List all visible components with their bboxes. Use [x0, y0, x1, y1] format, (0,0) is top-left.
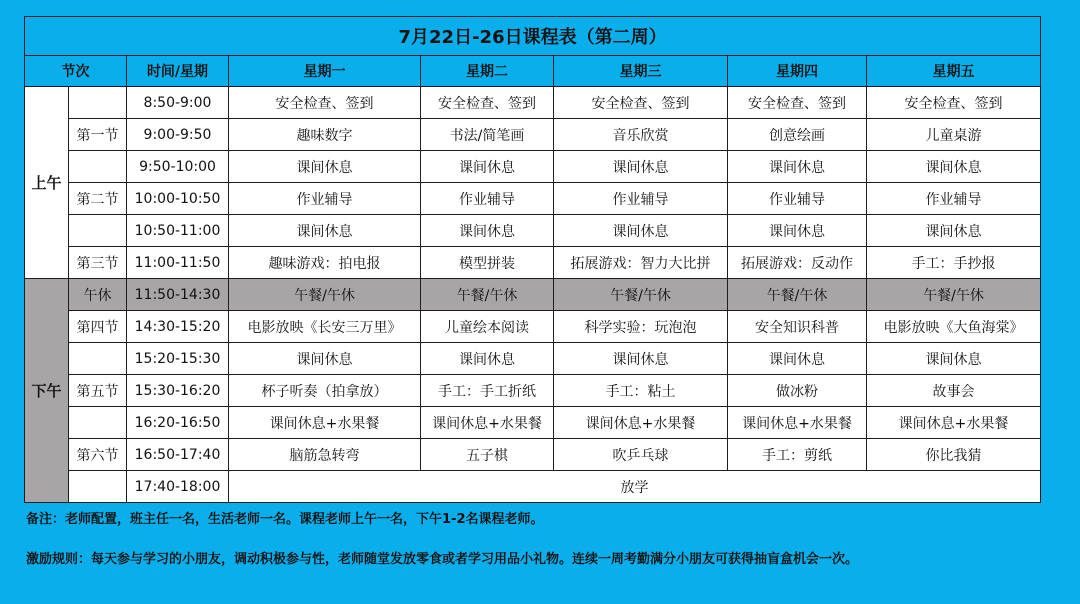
schedule-row: [25, 407, 1041, 439]
schedule-row: [25, 183, 1041, 215]
activity-cell-tue: 午餐/午休: [421, 279, 554, 311]
schedule-row: [25, 375, 1041, 407]
activity-cell-wed: 课间休息: [554, 343, 728, 375]
time-cell: 15:20-15:30: [127, 343, 229, 375]
activity-cell-mon: 课间休息: [229, 343, 421, 375]
activity-cell-thu: 创意绘画: [728, 119, 867, 151]
time-cell: 9:00-9:50: [127, 119, 229, 151]
time-cell: 10:00-10:50: [127, 183, 229, 215]
activity-cell-thu: 作业辅导: [728, 183, 867, 215]
activity-cell-mon: 电影放映《长安三万里》: [229, 311, 421, 343]
schedule-row: [25, 471, 1041, 503]
note-reward: 激励规则：每天参与学习的小朋友，调动积极参与性，老师随堂发放零食或者学习用品小礼物。连续一周考勤满分小朋友可获得抽盲盒机会一次。: [26, 552, 859, 567]
activity-cell-mon: 趣味数字: [229, 119, 421, 151]
period-cell: [69, 87, 127, 119]
page-title: 7月22日-26日课程表（第二周）: [25, 17, 1041, 56]
activity-cell-mon: 安全检查、签到: [229, 87, 421, 119]
title-row: [25, 17, 1041, 56]
period-cell: 第六节: [69, 439, 127, 471]
period-cell: 第三节: [69, 247, 127, 279]
half-label-afternoon: 下午: [25, 279, 69, 503]
activity-cell-wed: 课间休息+水果餐: [554, 407, 728, 439]
activity-cell-tue: 儿童绘本阅读: [421, 311, 554, 343]
activity-cell-wed: 课间休息: [554, 215, 728, 247]
activity-cell-mon: 脑筋急转弯: [229, 439, 421, 471]
activity-cell-fri: 作业辅导: [867, 183, 1041, 215]
schedule-row: [25, 311, 1041, 343]
activity-cell-fri: 课间休息: [867, 215, 1041, 247]
activity-cell-fri: 课间休息+水果餐: [867, 407, 1041, 439]
activity-cell-fri: 课间休息: [867, 343, 1041, 375]
activity-cell-fri: 你比我猜: [867, 439, 1041, 471]
time-cell: 14:30-15:20: [127, 311, 229, 343]
period-cell: [69, 471, 127, 503]
activity-cell-tue: 课间休息: [421, 215, 554, 247]
time-cell: 10:50-11:00: [127, 215, 229, 247]
activity-cell-wed: 吹乒乓球: [554, 439, 728, 471]
activity-cell-wed: 手工：粘土: [554, 375, 728, 407]
activity-cell-tue: 手工：手工折纸: [421, 375, 554, 407]
activity-cell-thu: 课间休息+水果餐: [728, 407, 867, 439]
activity-cell-mon: 趣味游戏：拍电报: [229, 247, 421, 279]
period-cell: 第四节: [69, 311, 127, 343]
schedule-row: [25, 343, 1041, 375]
schedule-row: [25, 439, 1041, 471]
activity-cell-tue: 模型拼装: [421, 247, 554, 279]
activity-cell-tue: 五子棋: [421, 439, 554, 471]
activity-cell-thu: 安全知识科普: [728, 311, 867, 343]
period-cell: [69, 215, 127, 247]
activity-cell-thu: 拓展游戏：反动作: [728, 247, 867, 279]
header-day-mon: 星期一: [229, 56, 421, 87]
activity-cell-wed: 安全检查、签到: [554, 87, 728, 119]
activity-cell-tue: 课间休息+水果餐: [421, 407, 554, 439]
period-cell: 第一节: [69, 119, 127, 151]
activity-cell-wed: 拓展游戏：智力大比拼: [554, 247, 728, 279]
schedule-row: [25, 247, 1041, 279]
header-day-tue: 星期二: [421, 56, 554, 87]
period-cell: 第五节: [69, 375, 127, 407]
activity-cell-fri: 课间休息: [867, 151, 1041, 183]
time-cell: 11:50-14:30: [127, 279, 229, 311]
activity-cell-mon: 午餐/午休: [229, 279, 421, 311]
activity-cell-wed: 作业辅导: [554, 183, 728, 215]
note-staff: 备注：老师配置，班主任一名，生活老师一名。课程老师上午一名，下午1-2名课程老师。: [26, 512, 544, 527]
header-day-fri: 星期五: [867, 56, 1041, 87]
activity-cell-fri: 午餐/午休: [867, 279, 1041, 311]
activity-cell-fri: 手工：手抄报: [867, 247, 1041, 279]
activity-cell-wed: 科学实验：玩泡泡: [554, 311, 728, 343]
activity-cell-mon: 课间休息: [229, 215, 421, 247]
activity-cell-fri: 电影放映《大鱼海棠》: [867, 311, 1041, 343]
activity-cell-thu: 做冰粉: [728, 375, 867, 407]
activity-cell-mon: 课间休息+水果餐: [229, 407, 421, 439]
activity-cell-thu: 手工：剪纸: [728, 439, 867, 471]
schedule-row: [25, 151, 1041, 183]
half-label-morning: 上午: [25, 87, 69, 279]
activity-cell-tue: 书法/简笔画: [421, 119, 554, 151]
activity-cell-mon: 杯子听奏（拍拿放）: [229, 375, 421, 407]
activity-cell-wed: 课间休息: [554, 151, 728, 183]
activity-cell-fri: 安全检查、签到: [867, 87, 1041, 119]
time-cell: 9:50-10:00: [127, 151, 229, 183]
activity-cell-mon: 作业辅导: [229, 183, 421, 215]
period-cell: [69, 407, 127, 439]
activity-cell-tue: 课间休息: [421, 343, 554, 375]
time-cell: 11:00-11:50: [127, 247, 229, 279]
activity-cell-mon: 课间休息: [229, 151, 421, 183]
period-cell: [69, 343, 127, 375]
period-cell: 第二节: [69, 183, 127, 215]
activity-cell-thu: 课间休息: [728, 215, 867, 247]
activity-cell-thu: 午餐/午休: [728, 279, 867, 311]
schedule-row: [25, 215, 1041, 247]
time-cell: 16:50-17:40: [127, 439, 229, 471]
header-day-thu: 星期四: [728, 56, 867, 87]
period-cell: [69, 151, 127, 183]
schedule-row: [25, 119, 1041, 151]
header-row: [25, 56, 1041, 87]
activity-cell-tue: 课间休息: [421, 151, 554, 183]
activity-cell-wed: 音乐欣赏: [554, 119, 728, 151]
time-cell: 15:30-16:20: [127, 375, 229, 407]
time-cell: 17:40-18:00: [127, 471, 229, 503]
activity-cell-thu: 安全检查、签到: [728, 87, 867, 119]
schedule-row: [25, 87, 1041, 119]
activity-cell-thu: 课间休息: [728, 151, 867, 183]
header-time: 时间/星期: [127, 56, 229, 87]
time-cell: 8:50-9:00: [127, 87, 229, 119]
header-section: 节次: [25, 56, 127, 87]
header-day-wed: 星期三: [554, 56, 728, 87]
schedule-table: [24, 16, 1041, 503]
time-cell: 16:20-16:50: [127, 407, 229, 439]
activity-cell-tue: 作业辅导: [421, 183, 554, 215]
period-cell: 午休: [69, 279, 127, 311]
activity-cell-fri: 儿童桌游: [867, 119, 1041, 151]
activity-cell-fri: 故事会: [867, 375, 1041, 407]
activity-cell-tue: 安全检查、签到: [421, 87, 554, 119]
activity-cell-thu: 课间休息: [728, 343, 867, 375]
dismissal-cell: 放学: [229, 471, 1041, 503]
activity-cell-wed: 午餐/午休: [554, 279, 728, 311]
schedule-row: [25, 279, 1041, 311]
